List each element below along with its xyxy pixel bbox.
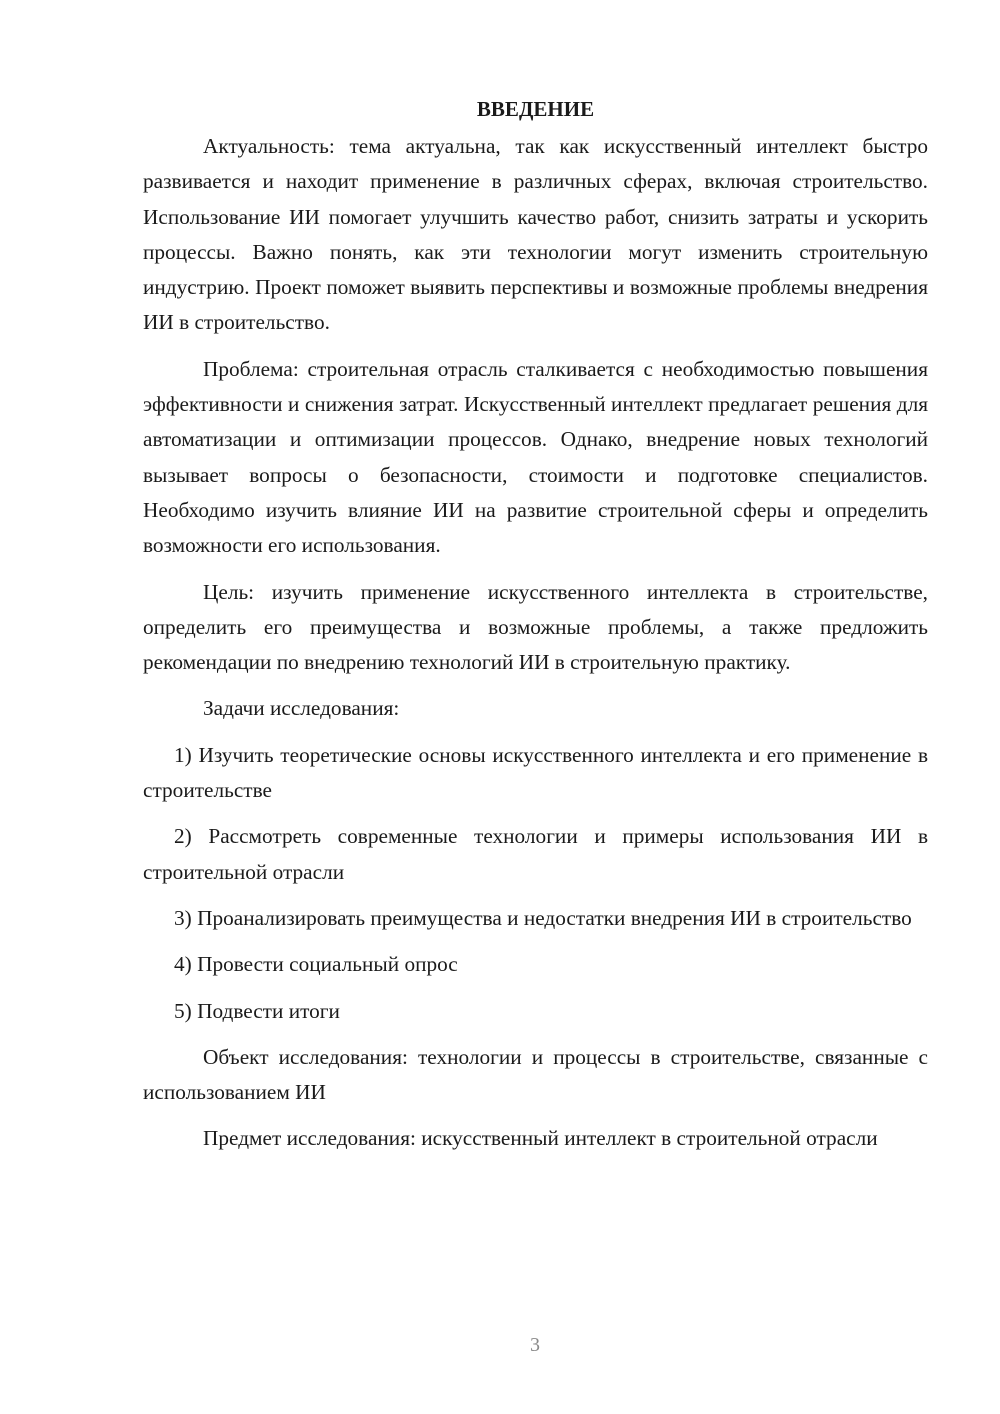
paragraph-subject: Предмет исследования: искусственный интеллект в строительной отрасли <box>203 1126 878 1151</box>
paragraph-goal: Цель: изучить применение искусственного интеллекта в строительстве, определить его преимущества и возможные проблемы, а также предложить рекомендации по внедрению технологий ИИ в строительную практику. <box>143 579 928 675</box>
task-item-5: 5) Подвести итоги <box>174 998 340 1023</box>
document-page <box>143 92 928 1157</box>
task-item-2: 2) Рассмотреть современные технологии и примеры использования ИИ в строительной отрасли <box>143 824 928 884</box>
task-item-3: 3) Проанализировать преимущества и недостатки внедрения ИИ в строительство <box>174 905 912 930</box>
task-item-1: 1) Изучить теоретические основы искусственного интеллекта и его применение в строительстве <box>143 742 928 803</box>
task-item-4: 4) Провести социальный опрос <box>174 952 458 977</box>
paragraph-object: Объект исследования: технологии и процессы в строительстве, связанные с использованием ИИ <box>143 1044 928 1105</box>
section-title: ВВЕДЕНИЕ <box>476 97 595 121</box>
paragraph-relevance: Актуальность: тема актуальна, так как искусственный интеллект быстро развивается и находит применение в различных сферах, включая строительство. Использование ИИ помогает улучшить качество работ, снизить затраты и ускорить процессы. Важно понять, как эти технологии могут изменить строительную индустрию. Проект поможет выявить перспективы и возможные проблемы внедрения ИИ в строительство. <box>143 134 928 335</box>
page-number: 3 <box>530 1334 540 1356</box>
paragraph-tasks-heading: Задачи исследования: <box>203 696 400 721</box>
paragraph-problem: Проблема: строительная отрасль сталкивается с необходимостью повышения эффективности и снижения затрат. Искусственный интеллект предлагает решения для автоматизации и оптимизации процессов. Однако, внедрение новых технологий вызывает вопросы о безопасности, стоимости и подготовке специалистов. Необходимо изучить влияние ИИ на развитие строительной сферы и определить возможности его использования. <box>143 356 928 558</box>
